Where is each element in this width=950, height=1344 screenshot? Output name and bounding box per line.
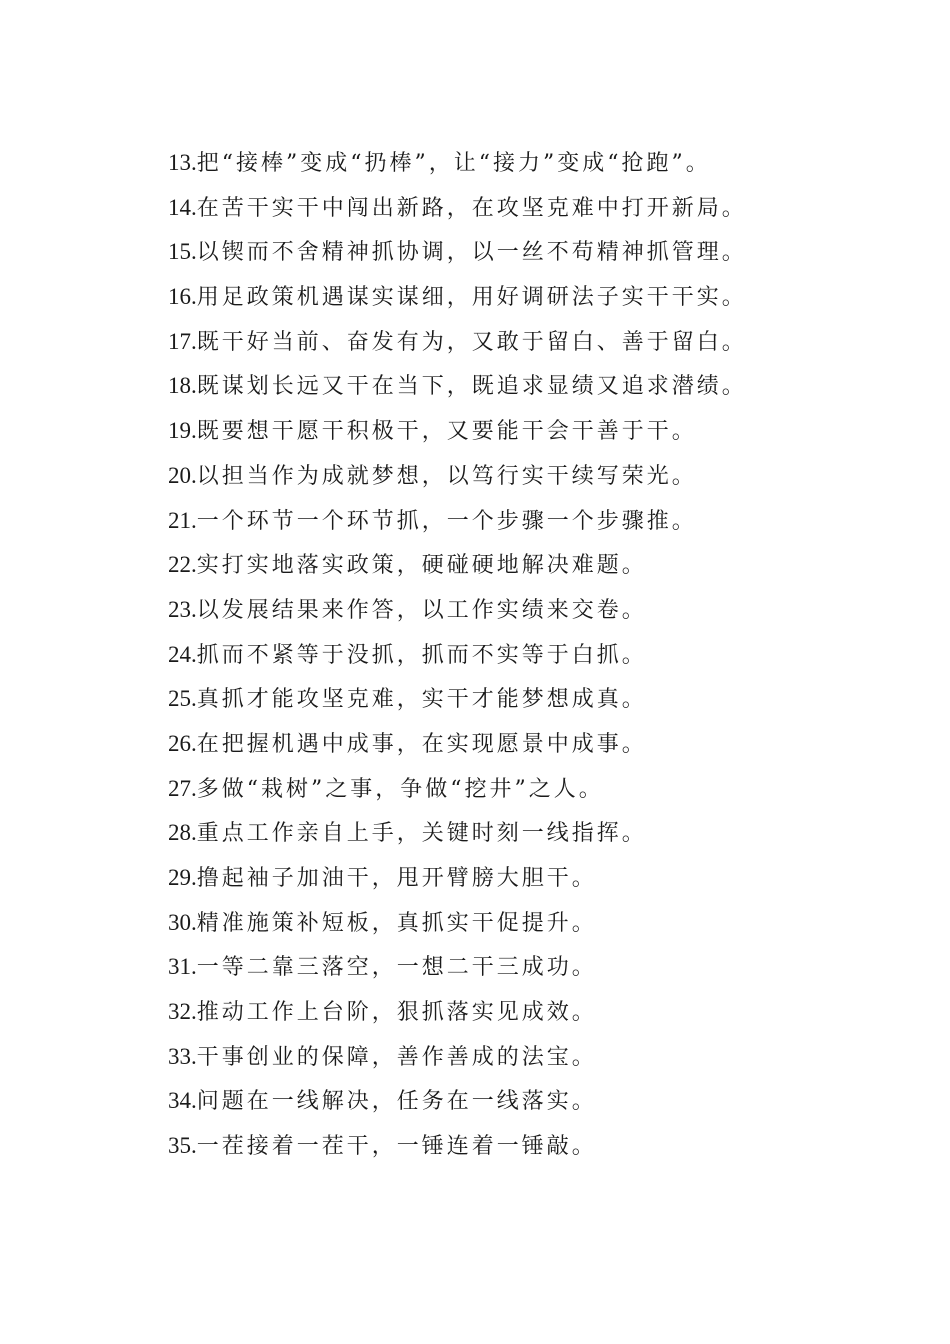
list-item	[168, 543, 747, 588]
item-text: 以担当作为成就梦想，以笃行实干续写荣光。	[196, 463, 697, 489]
list-item	[168, 767, 747, 812]
list-item	[168, 1035, 747, 1080]
item-number: 16.	[168, 284, 197, 310]
item-number: 18.	[168, 373, 197, 399]
item-number: 28.	[168, 820, 197, 846]
item-number: 25.	[168, 686, 197, 712]
list-item	[168, 275, 747, 320]
item-number: 22.	[168, 552, 197, 578]
list-item	[168, 811, 747, 856]
list-item	[168, 722, 747, 767]
list-item	[168, 990, 747, 1035]
list-item	[168, 230, 747, 275]
list-item	[168, 677, 747, 722]
item-text: 推动工作上台阶，狠抓落实见成效。	[196, 1000, 597, 1026]
item-number: 14.	[168, 194, 197, 220]
list-item	[168, 454, 747, 499]
item-number: 32.	[168, 999, 197, 1025]
item-text: 用足政策机遇谋实谋细，用好调研法子实干干实。	[196, 285, 747, 311]
item-text: 问题在一线解决，任务在一线落实。	[196, 1089, 597, 1115]
item-number: 31.	[168, 954, 197, 980]
item-text: 一茬接着一茬干，一锤连着一锤敲。	[196, 1134, 597, 1160]
item-number: 21.	[168, 507, 197, 533]
item-text: 在苦干实干中闯出新路，在攻坚克难中打开新局。	[196, 195, 747, 221]
item-text: 抓而不紧等于没抓，抓而不实等于白抓。	[196, 642, 647, 668]
item-number: 17.	[168, 328, 197, 354]
item-text: 把“接棒”变成“扔棒”，让“接力”变成“抢跑”。	[196, 151, 711, 176]
item-number: 20.	[168, 462, 197, 488]
list-item	[168, 499, 747, 544]
item-number: 19.	[168, 418, 197, 444]
item-number: 15.	[168, 239, 197, 265]
list-item	[168, 633, 747, 678]
list-item	[168, 945, 747, 990]
item-text: 实打实地落实政策，硬碰硬地解决难题。	[196, 553, 647, 579]
item-number: 24.	[168, 641, 197, 667]
list-item	[168, 856, 747, 901]
list-item	[168, 364, 747, 409]
item-text: 真抓才能攻坚克难，实干才能梦想成真。	[196, 687, 647, 713]
item-number: 33.	[168, 1043, 197, 1069]
item-text: 以发展结果来作答，以工作实绩来交卷。	[196, 597, 647, 623]
list-item	[168, 1124, 747, 1169]
item-number: 29.	[168, 865, 197, 890]
item-number: 30.	[168, 909, 197, 935]
list-item	[168, 1079, 747, 1124]
list-item	[168, 141, 747, 186]
item-text: 既要想干愿干积极干，又要能干会干善于干。	[196, 419, 697, 445]
list-item	[168, 901, 747, 946]
item-text: 撸起袖子加油干，甩开臂膀大胆干。	[196, 866, 597, 891]
item-text: 在把握机遇中成事，在实现愿景中成事。	[196, 731, 647, 757]
slogan-list	[168, 141, 747, 1169]
item-text: 干事创业的保障，善作善成的法宝。	[196, 1044, 597, 1070]
item-number: 35.	[168, 1133, 197, 1159]
item-text: 一个环节一个环节抓，一个步骤一个步骤推。	[196, 508, 697, 534]
item-text: 以锲而不舍精神抓协调，以一丝不苟精神抓管理。	[196, 240, 747, 266]
list-item	[168, 409, 747, 454]
item-text: 既干好当前、奋发有为，又敢于留白、善于留白。	[196, 329, 747, 355]
item-text: 一等二靠三落空，一想二干三成功。	[196, 955, 597, 981]
list-item	[168, 186, 747, 231]
item-number: 23.	[168, 596, 197, 622]
item-number: 26.	[168, 730, 197, 756]
item-text: 精准施策补短板，真抓实干促提升。	[196, 910, 597, 936]
item-text: 重点工作亲自上手，关键时刻一线指挥。	[196, 821, 647, 847]
item-text: 既谋划长远又干在当下，既追求显绩又追求潜绩。	[196, 374, 747, 400]
item-text: 多做“栽树”之事，争做“挖井”之人。	[196, 776, 604, 802]
item-number: 27.	[168, 775, 197, 801]
list-item	[168, 588, 747, 633]
item-number: 34.	[168, 1088, 197, 1114]
item-number: 13.	[168, 150, 197, 175]
list-item	[168, 320, 747, 365]
